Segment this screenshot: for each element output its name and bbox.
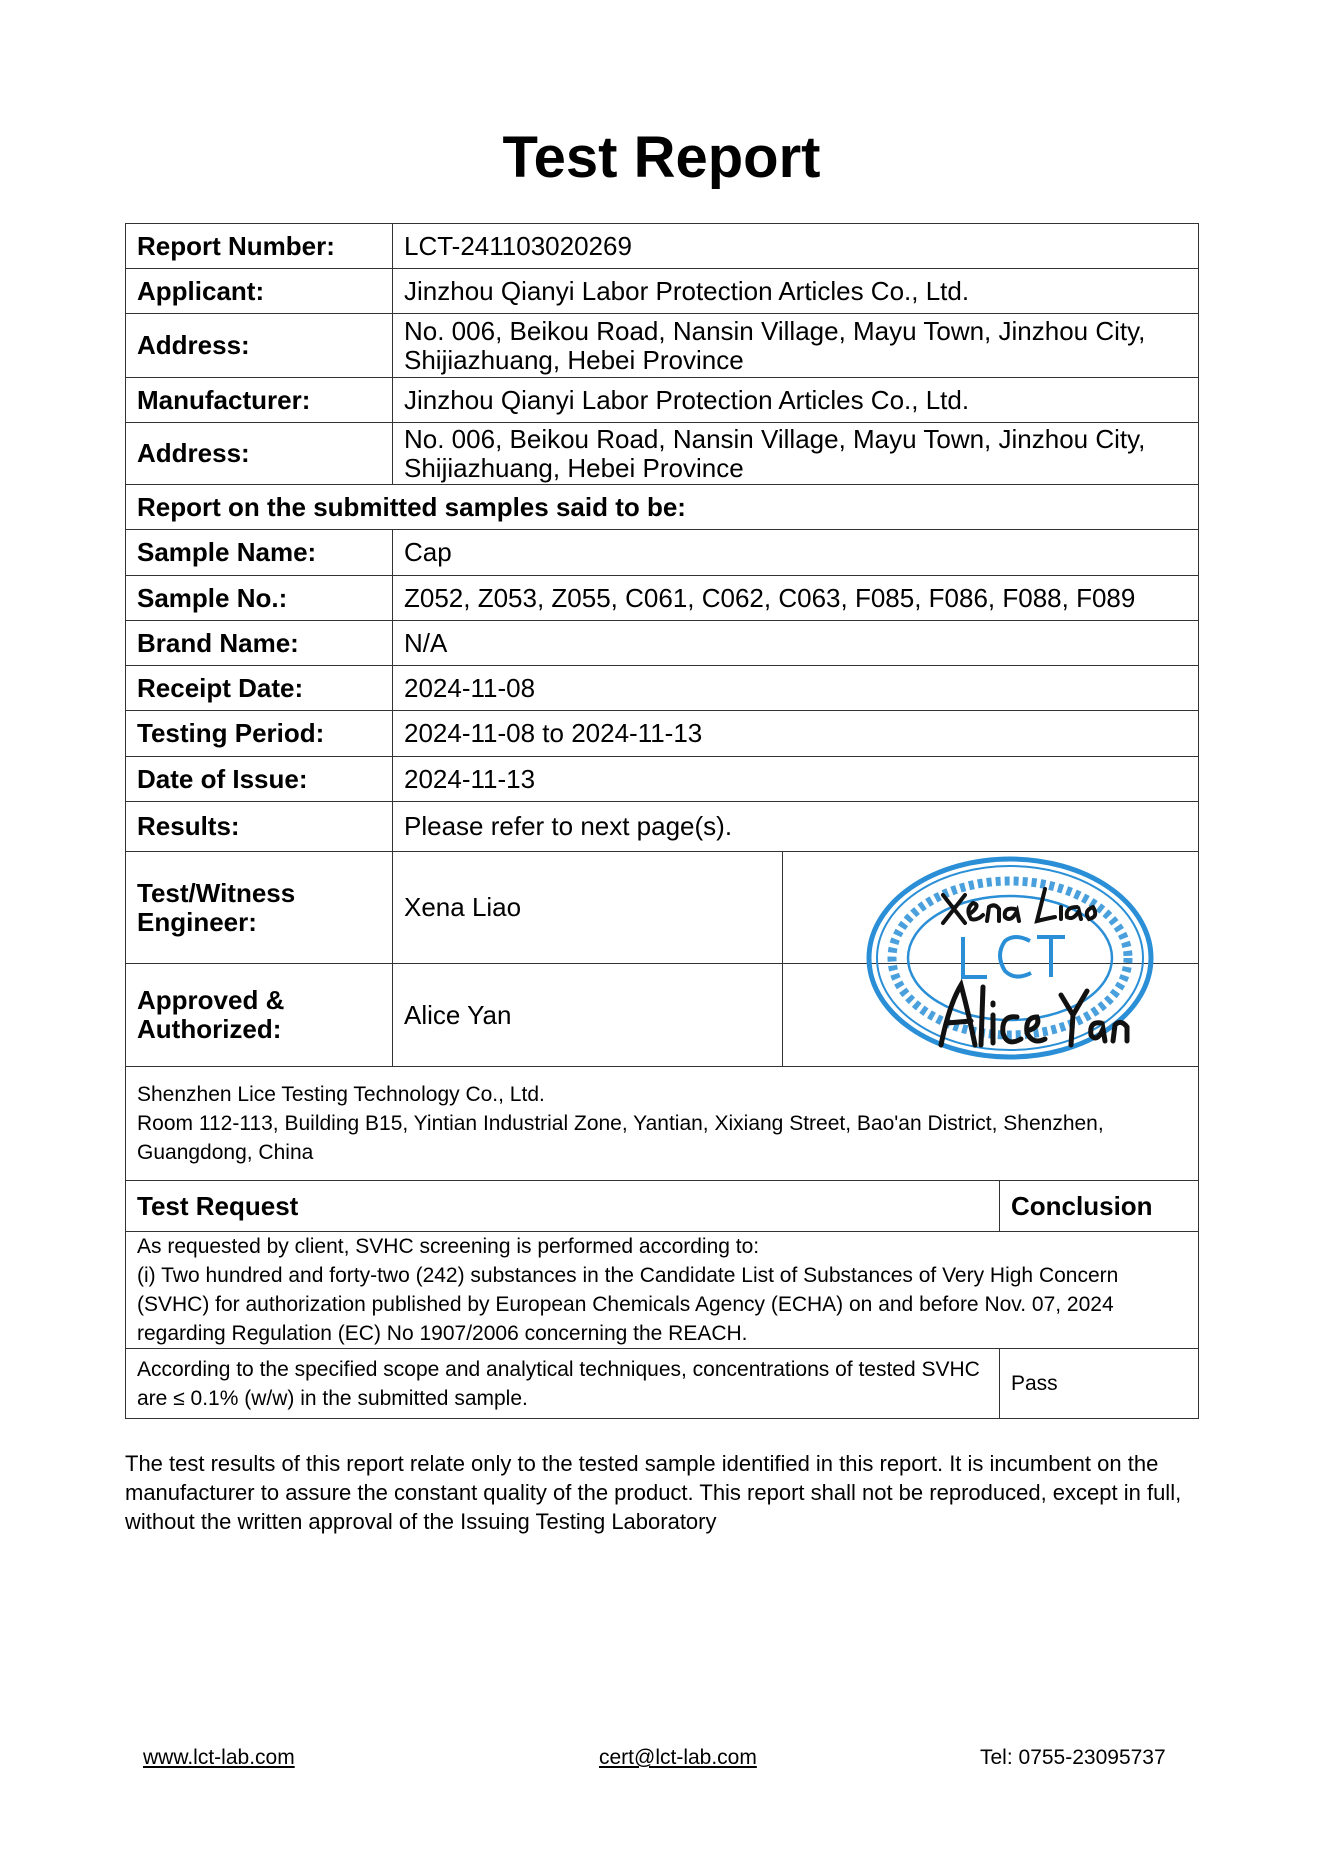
conclusion-header: Conclusion — [1000, 1181, 1199, 1232]
label: Sample No.: — [126, 576, 393, 621]
result-text: According to the specified scope and analytical techniques, concentrations of tested SVHC are ≤ 0.1% (w/w) in the submitted sample. — [126, 1349, 1000, 1419]
label: Approved & Authorized: — [126, 964, 393, 1067]
lab-name: Shenzhen Lice Testing Technology Co., Ltd. — [137, 1083, 545, 1106]
value: LCT-241103020269 — [393, 224, 1199, 269]
label: Applicant: — [126, 269, 393, 314]
stamp-center-mark — [963, 937, 1065, 977]
lab-address: Room 112-113, Building B15, Yintian Industrial Zone, Yantian, Xixiang Street, Bao'an District, Shenzhen, Guangdong, China — [137, 1112, 1104, 1164]
label: Test/Witness Engineer: — [126, 852, 393, 964]
value: No. 006, Beikou Road, Nansin Village, Mayu Town, Jinzhou City, Shijiazhuang, Hebei Province — [393, 423, 1199, 485]
row-sample-no — [126, 576, 1199, 621]
signature-xena-liao — [943, 889, 1095, 923]
row-samples-heading — [126, 485, 1199, 530]
email-link[interactable]: cert@lct-lab.com — [599, 1746, 757, 1769]
value: Cap — [393, 530, 1199, 576]
label: Report Number: — [126, 224, 393, 269]
test-request-header: Test Request — [126, 1181, 1000, 1232]
label: Sample Name: — [126, 530, 393, 576]
row-request-text — [126, 1232, 1199, 1349]
label: Address: — [126, 423, 393, 485]
label: Brand Name: — [126, 621, 393, 666]
row-report-number — [126, 224, 1199, 269]
report-table — [125, 223, 1199, 1419]
value: 2024-11-08 to 2024-11-13 — [393, 711, 1199, 757]
website-link[interactable]: www.lct-lab.com — [143, 1746, 295, 1769]
label: Address: — [126, 314, 393, 378]
row-applicant-address — [126, 314, 1199, 378]
value: N/A — [393, 621, 1199, 666]
value: Please refer to next page(s). — [393, 802, 1199, 852]
row-sample-name — [126, 530, 1199, 576]
value: Jinzhou Qianyi Labor Protection Articles Co., Ltd. — [393, 269, 1199, 314]
value: Alice Yan — [393, 964, 783, 1067]
value: Xena Liao — [393, 852, 783, 964]
page-title: Test Report — [502, 125, 821, 190]
row-date-of-issue — [126, 757, 1199, 802]
row-testing-period — [126, 711, 1199, 757]
disclaimer: The test results of this report relate only to the tested sample identified in this report. It is incumbent on the manufacturer to assure the constant quality of the product. This report shall not be reproduced, except in full, without the written approval of the Issuing Testing Laboratory — [125, 1451, 1182, 1534]
request-line-2: (i) Two hundred and forty-two (242) substances in the Candidate List of Substances of Very High Concern (SVHC) for authorization published by European Chemicals Agency (ECHA) on and before Nov. 07, 2024 regarding Regulation (EC) No 1907/2006 concerning the REACH. — [137, 1264, 1119, 1345]
row-applicant — [126, 269, 1199, 314]
label: Results: — [126, 802, 393, 852]
row-request-header — [126, 1181, 1199, 1232]
row-result — [126, 1349, 1199, 1419]
row-lab-info — [126, 1067, 1199, 1181]
row-brand-name — [126, 621, 1199, 666]
row-receipt-date — [126, 666, 1199, 711]
request-line-1: As requested by client, SVHC screening is performed according to: — [137, 1235, 760, 1258]
samples-heading: Report on the submitted samples said to be: — [126, 485, 1199, 530]
row-results — [126, 802, 1199, 852]
label: Receipt Date: — [126, 666, 393, 711]
value: Z052, Z053, Z055, C061, C062, C063, F085, F086, F088, F089 — [393, 576, 1199, 621]
label: Manufacturer: — [126, 378, 393, 423]
value: Jinzhou Qianyi Labor Protection Articles Co., Ltd. — [393, 378, 1199, 423]
company-stamp — [865, 855, 1155, 1062]
conclusion-value: Pass — [1000, 1349, 1199, 1419]
phone-number: Tel: 0755-23095737 — [980, 1746, 1166, 1769]
label: Testing Period: — [126, 711, 393, 757]
label: Date of Issue: — [126, 757, 393, 802]
value: 2024-11-13 — [393, 757, 1199, 802]
row-manufacturer — [126, 378, 1199, 423]
value: No. 006, Beikou Road, Nansin Village, Mayu Town, Jinzhou City, Shijiazhuang, Hebei Province — [393, 314, 1199, 378]
row-manufacturer-address — [126, 423, 1199, 485]
value: 2024-11-08 — [393, 666, 1199, 711]
